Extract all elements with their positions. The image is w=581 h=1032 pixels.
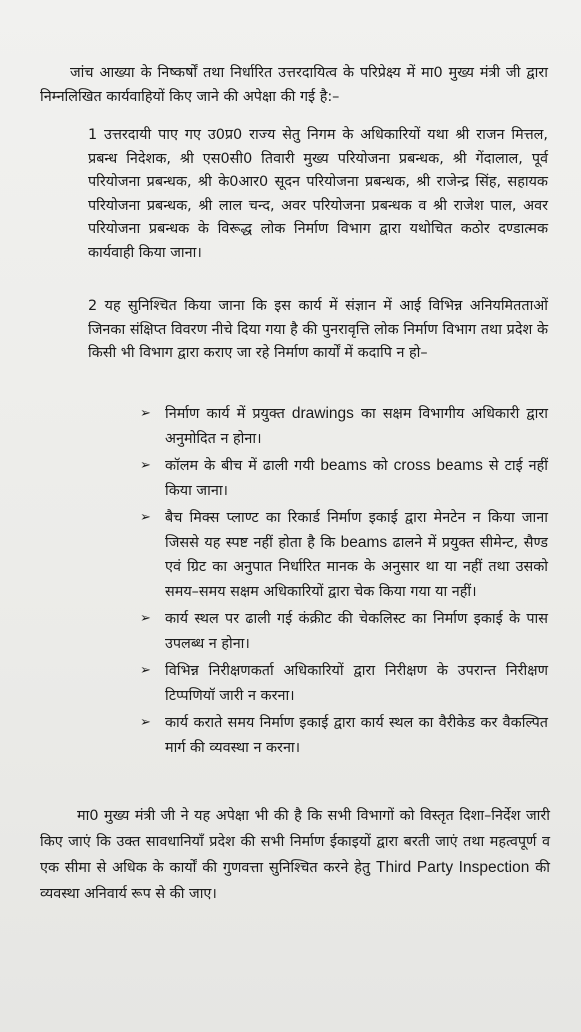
arrow-bullet-icon: ➢ <box>140 510 151 525</box>
arrow-bullet-icon: ➢ <box>140 611 151 626</box>
list-item: ➢ कॉलम के बीच में ढाली गयी beams को cross beams से टाई नहीं किया जाना। <box>140 454 548 503</box>
arrow-bullet-icon: ➢ <box>140 663 151 678</box>
intro-paragraph: जांच आख्या के निष्कर्षों तथा निर्धारित उत्तरदायित्व के परिप्रेक्ष्य में मा0 मुख्य मंत्री जी द्वारा निम्नलिखित कार्यवाहियों किए जाने की अपेक्षा की गई है:– <box>40 65 548 105</box>
list-item: ➢ कार्य स्थल पर ढाली गई कंक्रीट की चेकलिस्ट का निर्माण इकाई के पास उपलब्ध न होना। <box>140 607 548 656</box>
action-item-1: 1 उत्तरदायी पाए गए उ0प्र0 राज्य सेतु निगम के अधिकारियों यथा श्री राजन मित्तल, प्रबन्ध निदेशक, श्री एस0सी0 तिवारी मुख्य परियोजना प्रबन्धक, श्री गेंदालाल, पूर्व परियोजना प्रबन्धक, श्री के0आर0 सूदन परियोजना प्रबन्धक, श्री राजेन्द्र सिंह, सहायक परियोजना प्रबन्धक, श्री लाल चन्द, अवर परियोजना प्रबन्धक व श्री राजेश पाल, अवर परियोजना प्रबन्धक के विरूद्ध लोक निर्माण विभाग द्वारा यथोचित कठोर दण्डात्मक कार्यवाही किया जाना। <box>88 127 548 261</box>
list-item: ➢ विभिन्न निरीक्षणकर्ता अधिकारियों द्वारा निरीक्षण के उपरान्त निरीक्षण टिप्पणियॉ जारी न करना। <box>140 659 548 708</box>
irregularities-list <box>140 402 548 763</box>
list-item: ➢ बैच मिक्स प्लाण्ट का रिकार्ड निर्माण इकाई द्वारा मेनटेन न किया जाना जिससे यह स्पष्ट नहीं होता है कि beams ढालने में प्रयुक्त सीमेन्ट, सैण्ड एवं ग्रिट का अनुपात निर्धारित मानक के अनुसार था या नहीं तथा उसको समय–समय सक्षम अधिकारियों द्वारा चेक किया गया या नहीं। <box>140 506 548 604</box>
list-item: ➢ निर्माण कार्य में प्रयुक्त drawings का सक्षम विभागीय अधिकारी द्वारा अनुमोदित न होना। <box>140 402 548 451</box>
closing-paragraph: मा0 मुख्य मंत्री जी ने यह अपेक्षा भी की है कि सभी विभागों को विस्तृत दिशा–निर्देश जारी किए जाएं कि उक्त सावधानियॉं प्रदेश की सभी निर्माण ईकाइयों द्वारा बरती जाएं तथा महत्वपूर्ण व एक सीमा से अधिक के कार्यों की गुणवत्ता सुनिश्चित करने हेतु Third Party Inspection की व्यवस्था अनिवार्य रूप से की जाए। <box>40 808 550 902</box>
action-item-2: 2 यह सुनिश्चित किया जाना कि इस कार्य में संज्ञान में आई विभिन्न अनियमितताओं जिनका संक्षिप्त विवरण नीचे दिया गया है की पुनरावृत्ति लोक निर्माण विभाग तथा प्रदेश के किसी भी विभाग द्वारा कराए जा रहे निर्माण कार्यों में कदापि न हो– <box>88 298 548 361</box>
arrow-bullet-icon: ➢ <box>140 406 151 421</box>
arrow-bullet-icon: ➢ <box>140 458 151 473</box>
arrow-bullet-icon: ➢ <box>140 715 151 730</box>
list-item: ➢ कार्य कराते समय निर्माण इकाई द्वारा कार्य स्थल का वैरीकेड कर वैकल्पित मार्ग की व्यवस्था न करना। <box>140 711 548 760</box>
